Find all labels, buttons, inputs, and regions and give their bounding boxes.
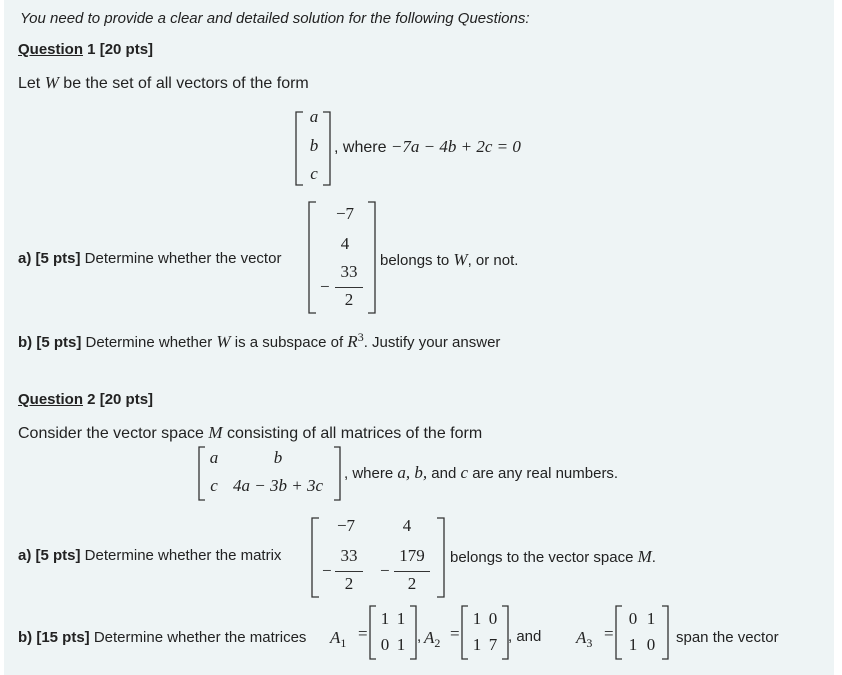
q1b-exponent: 3	[357, 330, 364, 344]
q1a-suffix-post: , or not.	[467, 252, 519, 269]
q1-heading-number: 1 [20 pts]	[83, 41, 154, 58]
q1-vector-c: c	[310, 164, 318, 183]
q2a-f1-num: 33	[340, 546, 358, 565]
q2a-sign-2: −	[380, 561, 390, 580]
q2b-A3-sub: 3	[586, 636, 593, 651]
q2-heading	[18, 391, 153, 408]
q2b-A1-sub: 1	[340, 636, 347, 651]
q2b-A3-name	[576, 628, 592, 651]
q1-vector-a: a	[309, 107, 319, 126]
q2a-suffix-pre: belongs to the vector space	[450, 549, 638, 566]
q1-condition	[334, 137, 521, 157]
q2-intro-pre: Consider the vector space	[18, 425, 209, 442]
q2b-A1-e12: 1	[396, 609, 406, 628]
q2b-A3-e11: 0	[628, 609, 638, 628]
q2-intro-var: M	[208, 423, 223, 442]
q2b-A3-brackets	[614, 606, 672, 660]
q1b-text	[18, 330, 500, 352]
q2-c-var: c	[460, 463, 469, 482]
q2-matrix-r2c1: c	[210, 476, 218, 495]
q2a-label: a) [5 pts]	[18, 547, 81, 564]
q1b-space: R	[347, 332, 358, 351]
q2b-A2-sub: 2	[434, 636, 441, 651]
q1-vector-b: b	[309, 136, 319, 155]
q1-let-suffix: be the set of all vectors of the form	[58, 75, 309, 92]
q2b-A2-e12: 0	[488, 609, 498, 628]
q2b-A1-e22: 1	[396, 635, 406, 654]
q2a-text	[18, 547, 281, 564]
q2b-A1-e21: 0	[380, 635, 390, 654]
q1b-text-pre: Determine whether	[81, 334, 217, 351]
q2b-sep-1: ,	[417, 628, 422, 645]
q1-where-label: , where	[334, 139, 391, 156]
q1-heading-word: Question	[18, 41, 84, 58]
question-page	[4, 0, 834, 675]
q1-statement	[18, 73, 309, 93]
q2b-suffix: span the vector	[676, 629, 779, 646]
q1a-frac-sign: −	[320, 277, 330, 296]
q2b-A2-name	[424, 628, 440, 651]
q2-where	[344, 463, 618, 483]
q2a-f1-line	[335, 571, 363, 572]
q2b-A1-e11: 1	[380, 609, 390, 628]
q1-let-prefix: Let	[18, 75, 45, 92]
q2b-A3-eq: =	[604, 624, 614, 643]
q2-where-text: , where	[344, 465, 398, 482]
q2a-f2-line	[394, 571, 430, 572]
q2b-A2-e11: 1	[472, 609, 482, 628]
q2b-A1-name	[330, 628, 346, 651]
q1b-text-mid: is a subspace of	[230, 334, 348, 351]
q1a-suffix-pre: belongs to	[380, 252, 454, 269]
q1a-label: a) [5 pts]	[18, 250, 81, 267]
q2b-A2-letter: A	[424, 628, 435, 647]
q2b-prompt: Determine whether the matrices	[89, 629, 307, 646]
q2-heading-word: Question	[18, 391, 84, 408]
q2b-A3-e22: 0	[646, 635, 656, 654]
q1-let-var: W	[44, 73, 59, 92]
q1a-text	[18, 250, 281, 267]
q1-condition-equation: −7a − 4b + 2c = 0	[390, 137, 521, 156]
q2b-A1-eq: =	[358, 624, 368, 643]
q2-where-post: are any real numbers.	[468, 465, 619, 482]
q2b-A3-letter: A	[576, 628, 587, 647]
q2b-label: b) [15 pts]	[18, 629, 90, 646]
q2a-sign-1: −	[322, 561, 332, 580]
q2-vars-text: a, b,	[397, 463, 428, 482]
q1b-label: b) [5 pts]	[18, 334, 82, 351]
q1-heading	[18, 41, 153, 58]
q2b-A2-e22: 7	[488, 635, 498, 654]
q2a-prompt: Determine whether the matrix	[80, 547, 282, 564]
q1a-frac-den: 2	[344, 290, 354, 309]
q1b-text-var: W	[216, 332, 231, 351]
q2b-and: , and	[508, 628, 542, 645]
q2a-suffix-var: M	[637, 547, 652, 566]
q1a-suffix	[380, 250, 518, 270]
q2a-f2-num: 179	[399, 546, 425, 565]
q2-heading-number: 2 [20 pts]	[83, 391, 154, 408]
q2-intro-post: consisting of all matrices of the form	[222, 425, 483, 442]
intro-text: You need to provide a clear and detailed solution for the following Questions:	[20, 10, 530, 27]
q2a-suffix	[450, 547, 656, 567]
q2a-f2-den: 2	[407, 574, 417, 593]
q2-matrix-r1c2: b	[273, 448, 283, 467]
q1a-frac-line	[335, 287, 363, 288]
q2b-text	[18, 629, 306, 646]
q1a-suffix-var: W	[453, 250, 468, 269]
q2a-r1c1: −7	[336, 516, 356, 535]
q1a-entry-1: −7	[335, 204, 355, 223]
q2b-A2-eq: =	[450, 624, 460, 643]
q2b-A3-e12: 1	[646, 609, 656, 628]
q2-statement	[18, 423, 482, 443]
q2a-suffix-post: .	[651, 549, 656, 566]
q2b-A1-letter: A	[330, 628, 341, 647]
q1a-entry-2: 4	[340, 234, 350, 253]
q2a-r1c2: 4	[402, 516, 412, 535]
q1b-text-post: . Justify your answer	[363, 334, 501, 351]
q2a-f1-den: 2	[344, 574, 354, 593]
q2-matrix-r2c2: 4a − 3b + 3c	[233, 476, 323, 495]
q2-matrix-r1c1: a	[209, 448, 219, 467]
q1a-prompt: Determine whether the vector	[80, 250, 282, 267]
q1a-frac-num: 33	[340, 262, 358, 281]
q2-and-text: and	[427, 465, 461, 482]
q2b-A2-e21: 1	[472, 635, 482, 654]
q2b-A3-e21: 1	[628, 635, 638, 654]
